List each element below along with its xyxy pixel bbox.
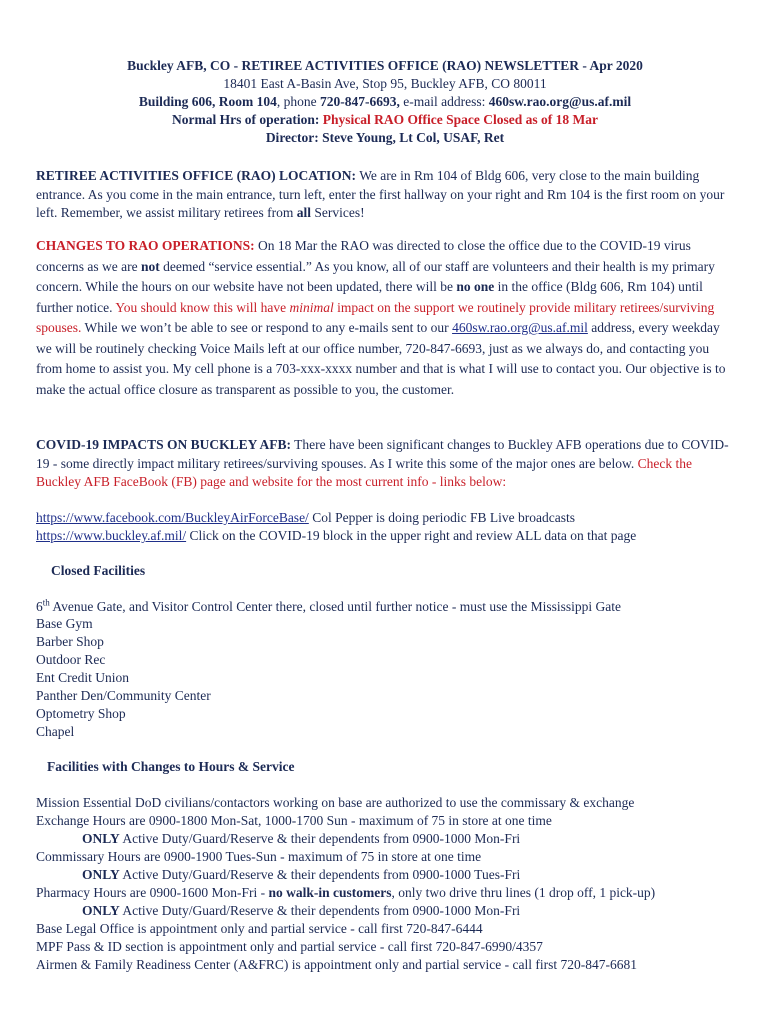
changes-text-1: On 18 Mar the RAO was directed to close the office due to the COVID-19 virus concerns as we are bbox=[36, 238, 691, 274]
changes-minimal: minimal bbox=[289, 299, 334, 315]
gate-number: 6 bbox=[36, 599, 43, 614]
hours-line-mpf: MPF Pass & ID section is appointment only and partial service - call first 720-847-6990/4357 bbox=[36, 939, 543, 954]
hours-line-commissary-only bbox=[82, 866, 520, 884]
gate-text: Avenue Gate, and Visitor Control Center there, closed until further notice - must use the Mississippi Gate bbox=[49, 599, 621, 614]
newsletter-title: Buckley AFB, CO - RETIREE ACTIVITIES OFFICE (RAO) NEWSLETTER - Apr 2020 bbox=[127, 58, 643, 73]
changes-section bbox=[36, 236, 736, 400]
hours-label: Normal Hrs of operation: bbox=[172, 112, 323, 127]
hours-line-exchange-only bbox=[82, 830, 520, 848]
office-phone: 720-847-6693, bbox=[320, 94, 400, 109]
facebook-note: Col Pepper is doing periodic FB Live broadcasts bbox=[308, 510, 576, 525]
only-label: ONLY bbox=[82, 903, 120, 918]
changes-red-2: impact on the support we routinely provide military retirees/surviving spouses. bbox=[36, 299, 715, 335]
closed-item: Base Gym bbox=[36, 616, 93, 631]
office-building: Building 606, Room 104 bbox=[138, 94, 277, 109]
changes-text-3: in the office (Bldg 606, Rm 104) until further notice. bbox=[36, 279, 703, 315]
rao-email-link[interactable]: 460sw.rao.org@us.af.mil bbox=[452, 320, 588, 335]
office-contact bbox=[0, 92, 770, 112]
closed-gate-line bbox=[36, 598, 621, 616]
only-label: ONLY bbox=[82, 831, 120, 846]
gate-suffix: th bbox=[42, 597, 50, 608]
facebook-link[interactable]: https://www.facebook.com/BuckleyAirForceBase/ bbox=[36, 510, 309, 525]
closed-item: Panther Den/Community Center bbox=[36, 688, 211, 703]
changes-text-4: While we won’t be able to see or respond to any e-mails sent to our bbox=[81, 320, 453, 335]
changes-text-5: address, every weekday we will be routinely checking Voice Mails left at our office number, 720-847-6693, just as we always do, and contacting you from home to assist you. My cell phone is a 703-xxx-xxxx number and that is what I will use to contact you. Our objective is to make the actual office closure as transparent as possible to you, the customer. bbox=[36, 320, 726, 397]
covid-text: There have been significant changes to Buckley AFB operations due to COVID-19 - some directly impact military retirees/surviving spouses. As I write this some of the major ones are below. bbox=[36, 437, 729, 471]
pharmacy-text-2: , only two drive thru lines (1 drop off, 1 pick-up) bbox=[391, 885, 656, 900]
office-hours bbox=[0, 110, 770, 130]
hours-line-legal: Base Legal Office is appointment only and partial service - call first 720-847-6444 bbox=[36, 921, 483, 936]
phone-prefix: , phone bbox=[276, 94, 321, 109]
pharmacy-no-walkin: no walk-in customers bbox=[268, 885, 392, 900]
office-address: 18401 East A-Basin Ave, Stop 95, Buckley AFB, CO 80011 bbox=[223, 76, 547, 91]
changes-no-one: no one bbox=[456, 279, 495, 294]
closed-item: Ent Credit Union bbox=[36, 670, 129, 685]
only-text: Active Duty/Guard/Reserve & their dependents from 0900-1000 Mon-Fri bbox=[119, 903, 521, 918]
hours-line-exchange: Exchange Hours are 0900-1800 Mon-Sat, 1000-1700 Sun - maximum of 75 in store at one time bbox=[36, 813, 552, 828]
changes-heading: CHANGES TO RAO OPERATIONS: bbox=[36, 238, 255, 253]
closed-item: Outdoor Rec bbox=[36, 652, 106, 667]
office-director: Director: Steve Young, Lt Col, USAF, Ret bbox=[265, 130, 505, 145]
location-section bbox=[36, 167, 736, 223]
only-text: Active Duty/Guard/Reserve & their dependents from 0900-1000 Tues-Fri bbox=[119, 867, 521, 882]
location-text-1: We are in Rm 104 of Bldg 606, very close to the main building entrance. As you come in the main entrance, turn left, enter the first hallway on your right and Rm 104 is the first room on your left. Remember, we assist military retirees from bbox=[36, 168, 725, 220]
pharmacy-text-1: Pharmacy Hours are 0900-1600 Mon-Fri - bbox=[36, 885, 269, 900]
hours-line-civilians: Mission Essential DoD civilians/contactors working on base are authorized to use the commissary & exchange bbox=[36, 795, 635, 810]
hours-line-pharmacy bbox=[36, 884, 655, 902]
changes-text-2: deemed “service essential.” As you know, all of our staff are volunteers and their health is my primary concern. While the hours on our website have not been updated, there will be bbox=[36, 258, 715, 294]
changes-red-1: You should know this will have bbox=[115, 299, 290, 315]
website-link[interactable]: https://www.buckley.af.mil/ bbox=[36, 528, 187, 543]
website-link-row bbox=[36, 527, 636, 545]
closed-item: Chapel bbox=[36, 724, 75, 739]
only-text: Active Duty/Guard/Reserve & their dependents from 0900-1000 Mon-Fri bbox=[119, 831, 521, 846]
hours-line-afrc: Airmen & Family Readiness Center (A&FRC) is appointment only and partial service - call first 720-847-6681 bbox=[36, 957, 638, 972]
location-heading: RETIREE ACTIVITIES OFFICE (RAO) LOCATION: bbox=[36, 168, 357, 183]
hours-status: Physical RAO Office Space Closed as of 18 Mar bbox=[322, 112, 598, 127]
office-email: 460sw.rao.org@us.af.mil bbox=[488, 94, 632, 109]
covid-section bbox=[36, 436, 736, 492]
email-prefix: e-mail address: bbox=[399, 94, 489, 109]
location-text-2: Services! bbox=[311, 205, 365, 220]
location-all: all bbox=[296, 205, 312, 220]
hours-changes-heading: Facilities with Changes to Hours & Service bbox=[47, 759, 295, 774]
covid-red-text: Check the Buckley AFB FaceBook (FB) page and website for the most current info - links below: bbox=[36, 455, 692, 489]
closed-facilities-heading: Closed Facilities bbox=[51, 563, 146, 578]
changes-not: not bbox=[140, 258, 160, 274]
only-label: ONLY bbox=[82, 867, 120, 882]
website-note: Click on the COVID-19 block in the upper right and review ALL data on that page bbox=[186, 528, 637, 543]
covid-heading: COVID-19 IMPACTS ON BUCKLEY AFB: bbox=[36, 437, 292, 452]
closed-item: Optometry Shop bbox=[36, 706, 126, 721]
facebook-link-row bbox=[36, 509, 575, 527]
hours-line-commissary: Commissary Hours are 0900-1900 Tues-Sun - maximum of 75 in store at one time bbox=[36, 849, 482, 864]
closed-item: Barber Shop bbox=[36, 634, 104, 649]
hours-line-pharmacy-only bbox=[82, 902, 520, 920]
